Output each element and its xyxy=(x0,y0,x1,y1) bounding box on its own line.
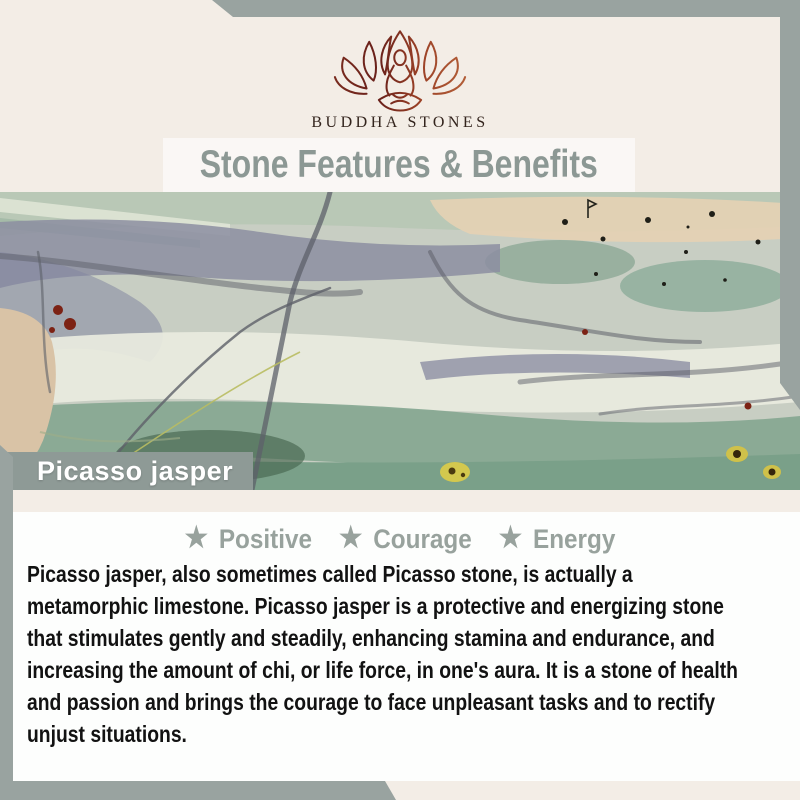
content-panel xyxy=(0,512,800,781)
right-ribbon-accent xyxy=(780,0,800,412)
stone-photo xyxy=(0,192,800,490)
description-line: metamorphic limestone. Picasso jasper is a protective and energizing stone xyxy=(27,593,724,619)
description-line: and passion and brings the courage to face unpleasant tasks and to rectify xyxy=(27,689,716,715)
description-line: unjust situations. xyxy=(27,721,187,747)
description xyxy=(27,558,797,750)
feature-label: Energy xyxy=(532,523,616,554)
star-icon: ★ xyxy=(498,521,523,554)
star-icon: ★ xyxy=(184,521,209,554)
feature-label: Positive xyxy=(218,523,313,554)
description-line: Picasso jasper, also sometimes called Picasso stone, is actually a xyxy=(27,561,633,587)
top-ribbon-accent xyxy=(0,0,800,17)
bottom-ribbon-accent xyxy=(0,781,396,800)
feature-item xyxy=(339,521,472,555)
feature-item xyxy=(184,521,313,555)
lotus-meditator-icon xyxy=(318,26,482,114)
photo-label-badge xyxy=(0,452,253,490)
left-ribbon-accent xyxy=(0,445,13,800)
features-row xyxy=(40,518,760,560)
page-title: Stone Features & Benefits xyxy=(199,143,599,186)
description-line: increasing the amount of chi, or life force, in one's aura. It is a stone of health xyxy=(27,657,738,683)
feature-label: Courage xyxy=(373,523,472,554)
brand-name: BUDDHA STONES xyxy=(311,114,489,131)
feature-item xyxy=(498,521,616,555)
photo-label-text: Picasso jasper xyxy=(37,455,234,486)
star-icon: ★ xyxy=(339,521,363,554)
description-line: that stimulates gently and steadily, enhancing stamina and endurance, and xyxy=(27,625,715,651)
banner xyxy=(163,138,635,192)
